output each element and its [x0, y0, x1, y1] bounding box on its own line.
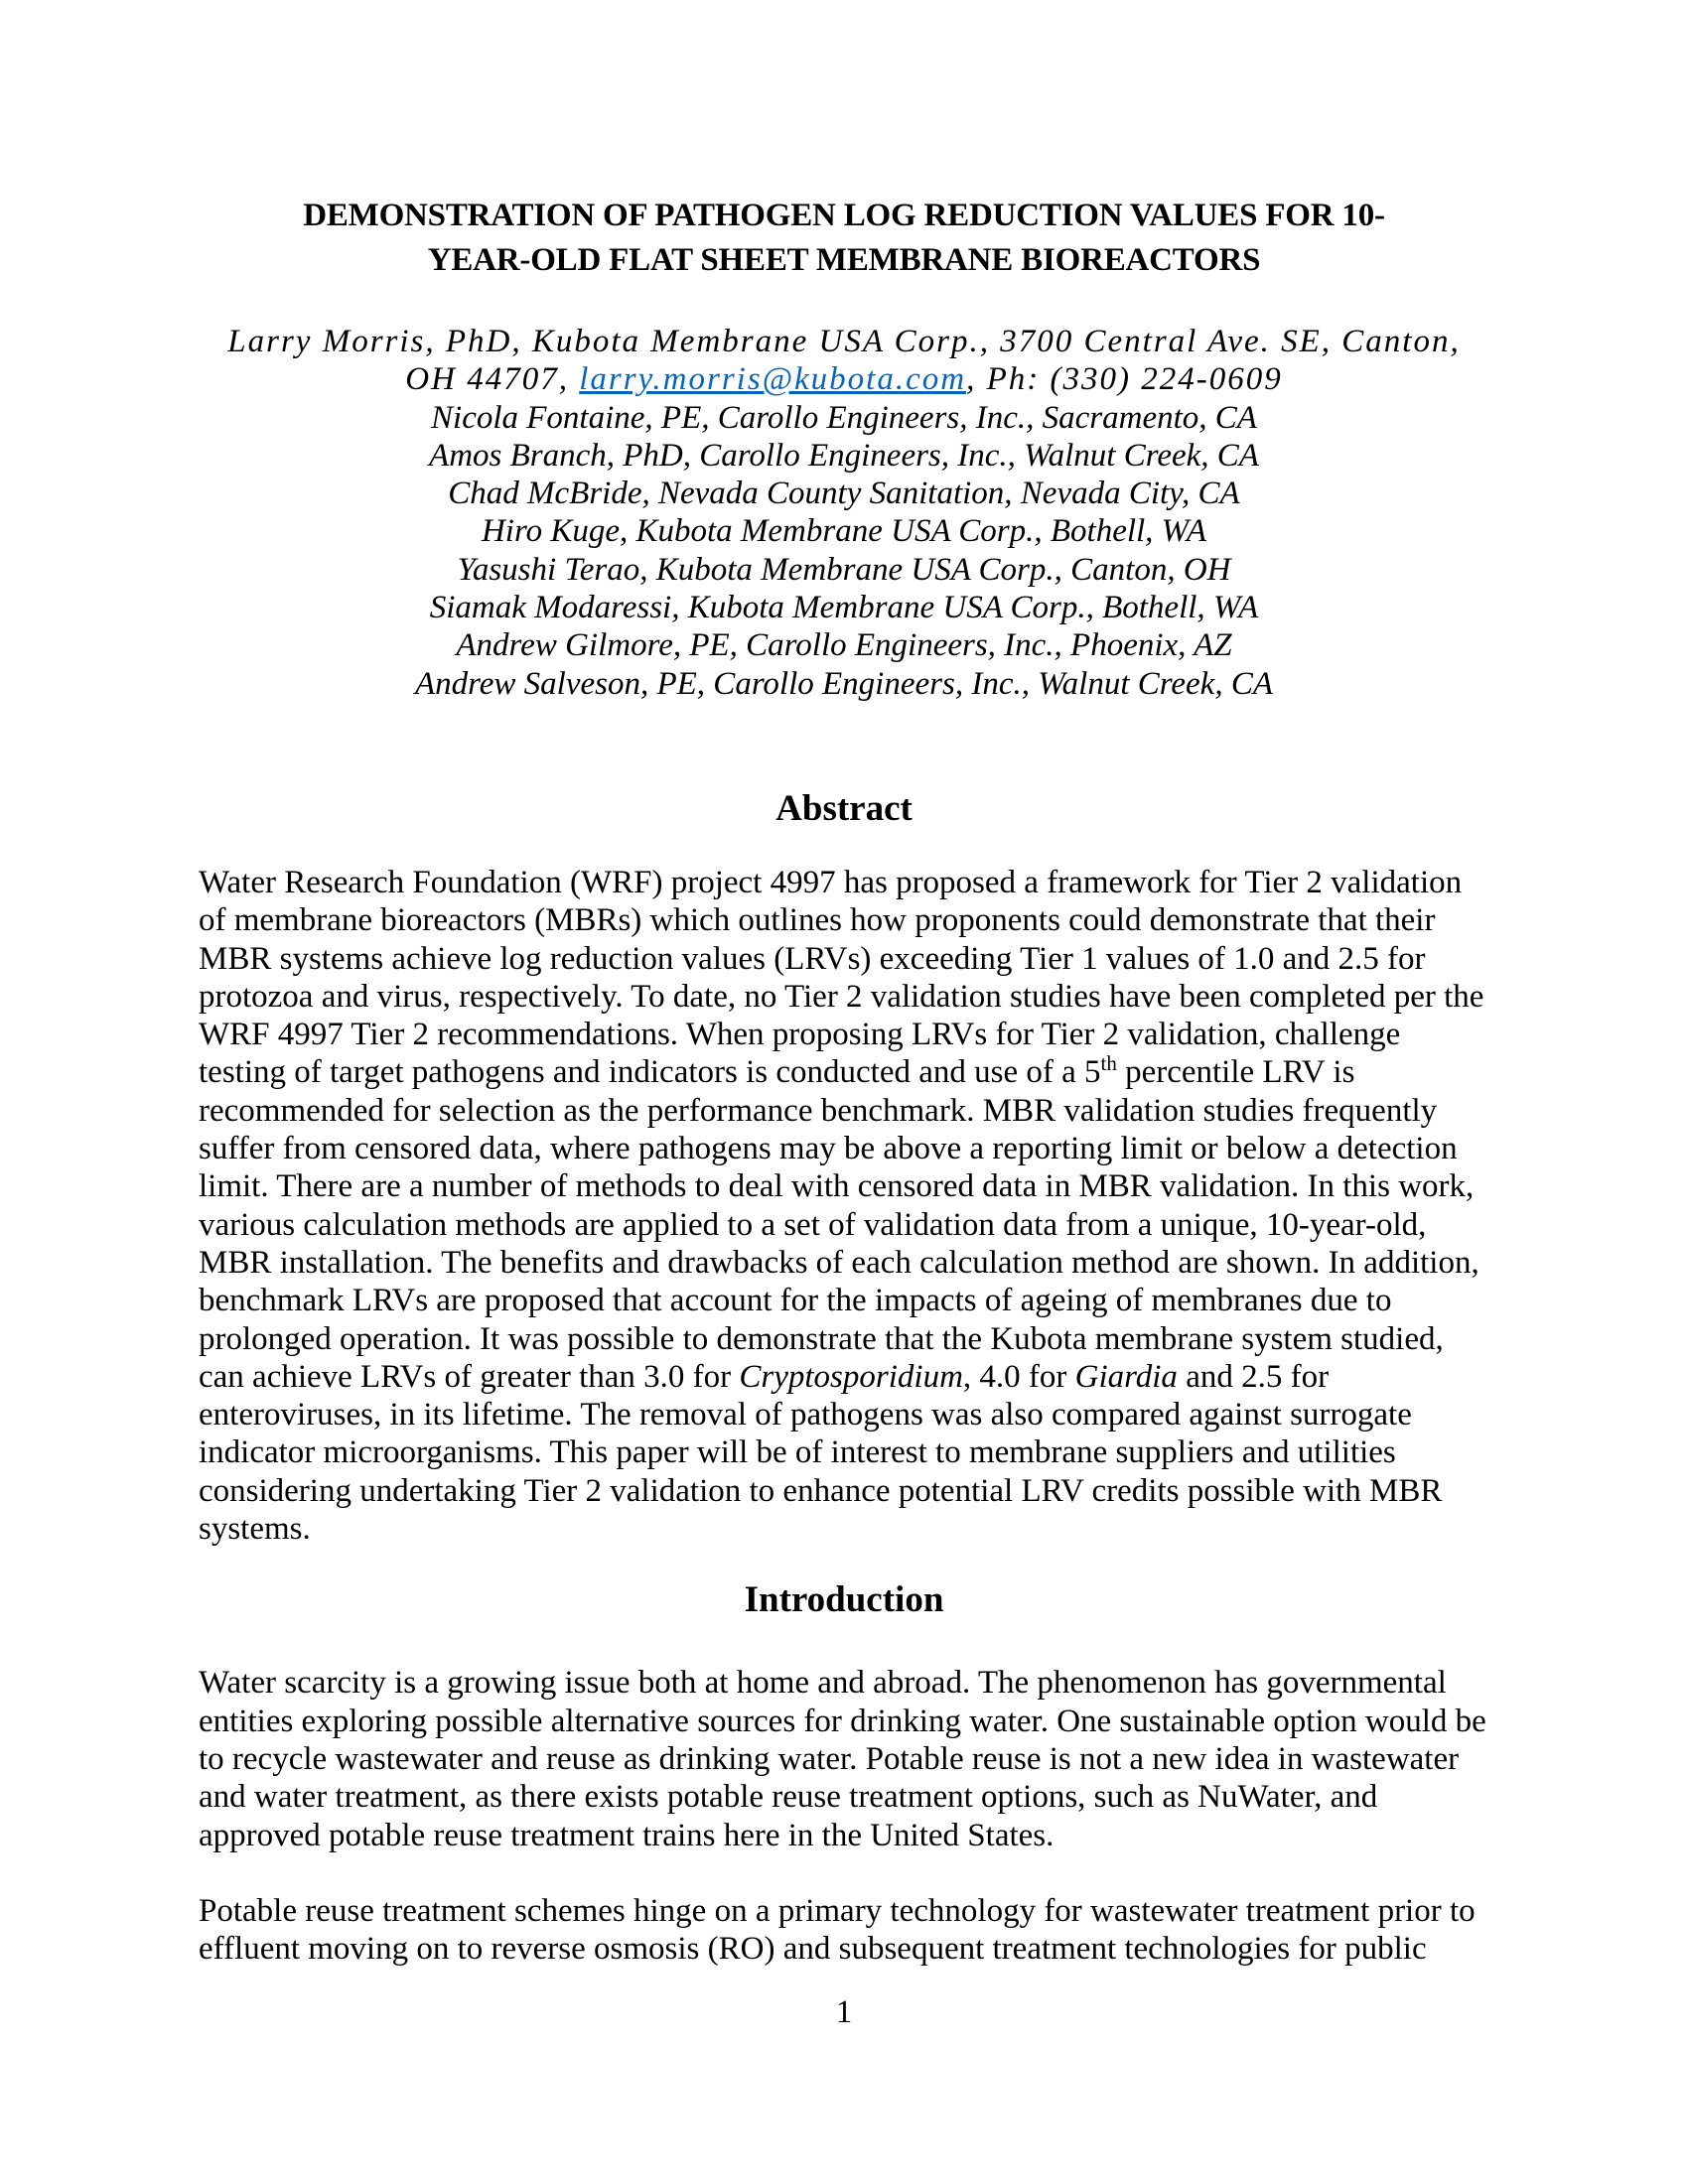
author-line: Amos Branch, PhD, Carollo Engineers, Inc., Walnut Creek, CA	[429, 437, 1259, 474]
italic-species-name: Giardia	[1074, 1358, 1178, 1395]
page-number: 1	[835, 1994, 853, 2030]
author-line: Hiro Kuge, Kubota Membrane USA Corp., Bothell, WA	[481, 513, 1207, 550]
author-line: Andrew Salveson, PE, Carollo Engineers, Inc., Walnut Creek, CA	[415, 665, 1273, 702]
author-line: Yasushi Terao, Kubota Membrane USA Corp., Canton, OH	[457, 551, 1231, 588]
abstract-heading: Abstract	[775, 787, 913, 829]
paper-title-line: YEAR-OLD FLAT SHEET MEMBRANE BIOREACTORS	[427, 242, 1261, 278]
intro-paragraph: Water scarcity is a growing issue both at home and abroad. The phenomenon has governmental entities exploring possible alternative sources for drinking water. One sustainable option would be to recycle wastewater and reuse as drinking water. Potable reuse is not a new idea in wastewater and water treatment, as there exists potable reuse treatment options, such as NuWater, and approved potable reuse treatment trains here in the United States.	[199, 1665, 1486, 1853]
author-line: Larry Morris, PhD, Kubota Membrane USA Corp., 3700 Central Ave. SE, Canton,	[227, 324, 1461, 359]
abstract-section	[199, 786, 1489, 831]
paper-title-line: DEMONSTRATION OF PATHOGEN LOG REDUCTION VALUES FOR 10-	[303, 198, 1385, 233]
author-line: Nicola Fontaine, PE, Carollo Engineers, Inc., Sacramento, CA	[431, 399, 1257, 436]
introduction-section	[199, 1577, 1489, 1622]
ordinal-superscript: th	[1100, 1051, 1117, 1076]
italic-species-name: Cryptosporidium	[739, 1358, 963, 1395]
author-line: OH 44707, larry.morris@kubota.com, Ph: (330) 224-0609	[405, 361, 1283, 398]
author-line: Siamak Modaressi, Kubota Membrane USA Corp., Bothell, WA	[429, 590, 1259, 626]
introduction-heading: Introduction	[744, 1579, 944, 1621]
abstract-paragraph: Water Research Foundation (WRF) project 4997 has proposed a framework for Tier 2 validation of membrane bioreactors (MBRs) which outlines how proponents could demonstrate that their MBR systems achieve log reduction values (LRVs) exceeding Tier 1 values of 1.0 and 2.5 for protozoa and virus, respectively. To date, no Tier 2 validation studies have been completed per the WRF 4997 Tier 2 recommendations. When proposing LRVs for Tier 2 validation, challenge testing of target pathogens and indicators is conducted and use of a 5th percentile LRV is recommended for selection as the performance benchmark. MBR validation studies frequently suffer from censored data, where pathogens may be above a reporting limit or below a detection limit. There are a number of methods to deal with censored data in MBR validation. In this work, various calculation methods are applied to a set of validation data from a unique, 10-year-old, MBR installation. The benefits and drawbacks of each calculation method are shown. In addition, benchmark LRVs are proposed that account for the impacts of ageing of membranes due to prolonged operation. It was possible to demonstrate that the Kubota membrane system studied, can achieve LRVs of greater than 3.0 for Cryptosporidium, 4.0 for Giardia and 2.5 for enteroviruses, in its lifetime. The removal of pathogens was also compared against surrogate indicator microorganisms. This paper will be of interest to membrane suppliers and utilities considering undertaking Tier 2 validation to enhance potential LRV credits possible with MBR systems.	[199, 864, 1484, 1548]
author-line: Andrew Gilmore, PE, Carollo Engineers, Inc., Phoenix, AZ	[456, 627, 1232, 664]
author-line: Chad McBride, Nevada County Sanitation, Nevada City, CA	[448, 476, 1240, 512]
author-list	[199, 323, 1489, 703]
author-email-link[interactable]: larry.morris@kubota.com	[579, 361, 967, 398]
intro-paragraph: Potable reuse treatment schemes hinge on a primary technology for wastewater treatment prior to effluent moving on to reverse osmosis (RO) and subsequent treatment technologies for public	[199, 1892, 1476, 1968]
paper-title	[199, 194, 1489, 283]
